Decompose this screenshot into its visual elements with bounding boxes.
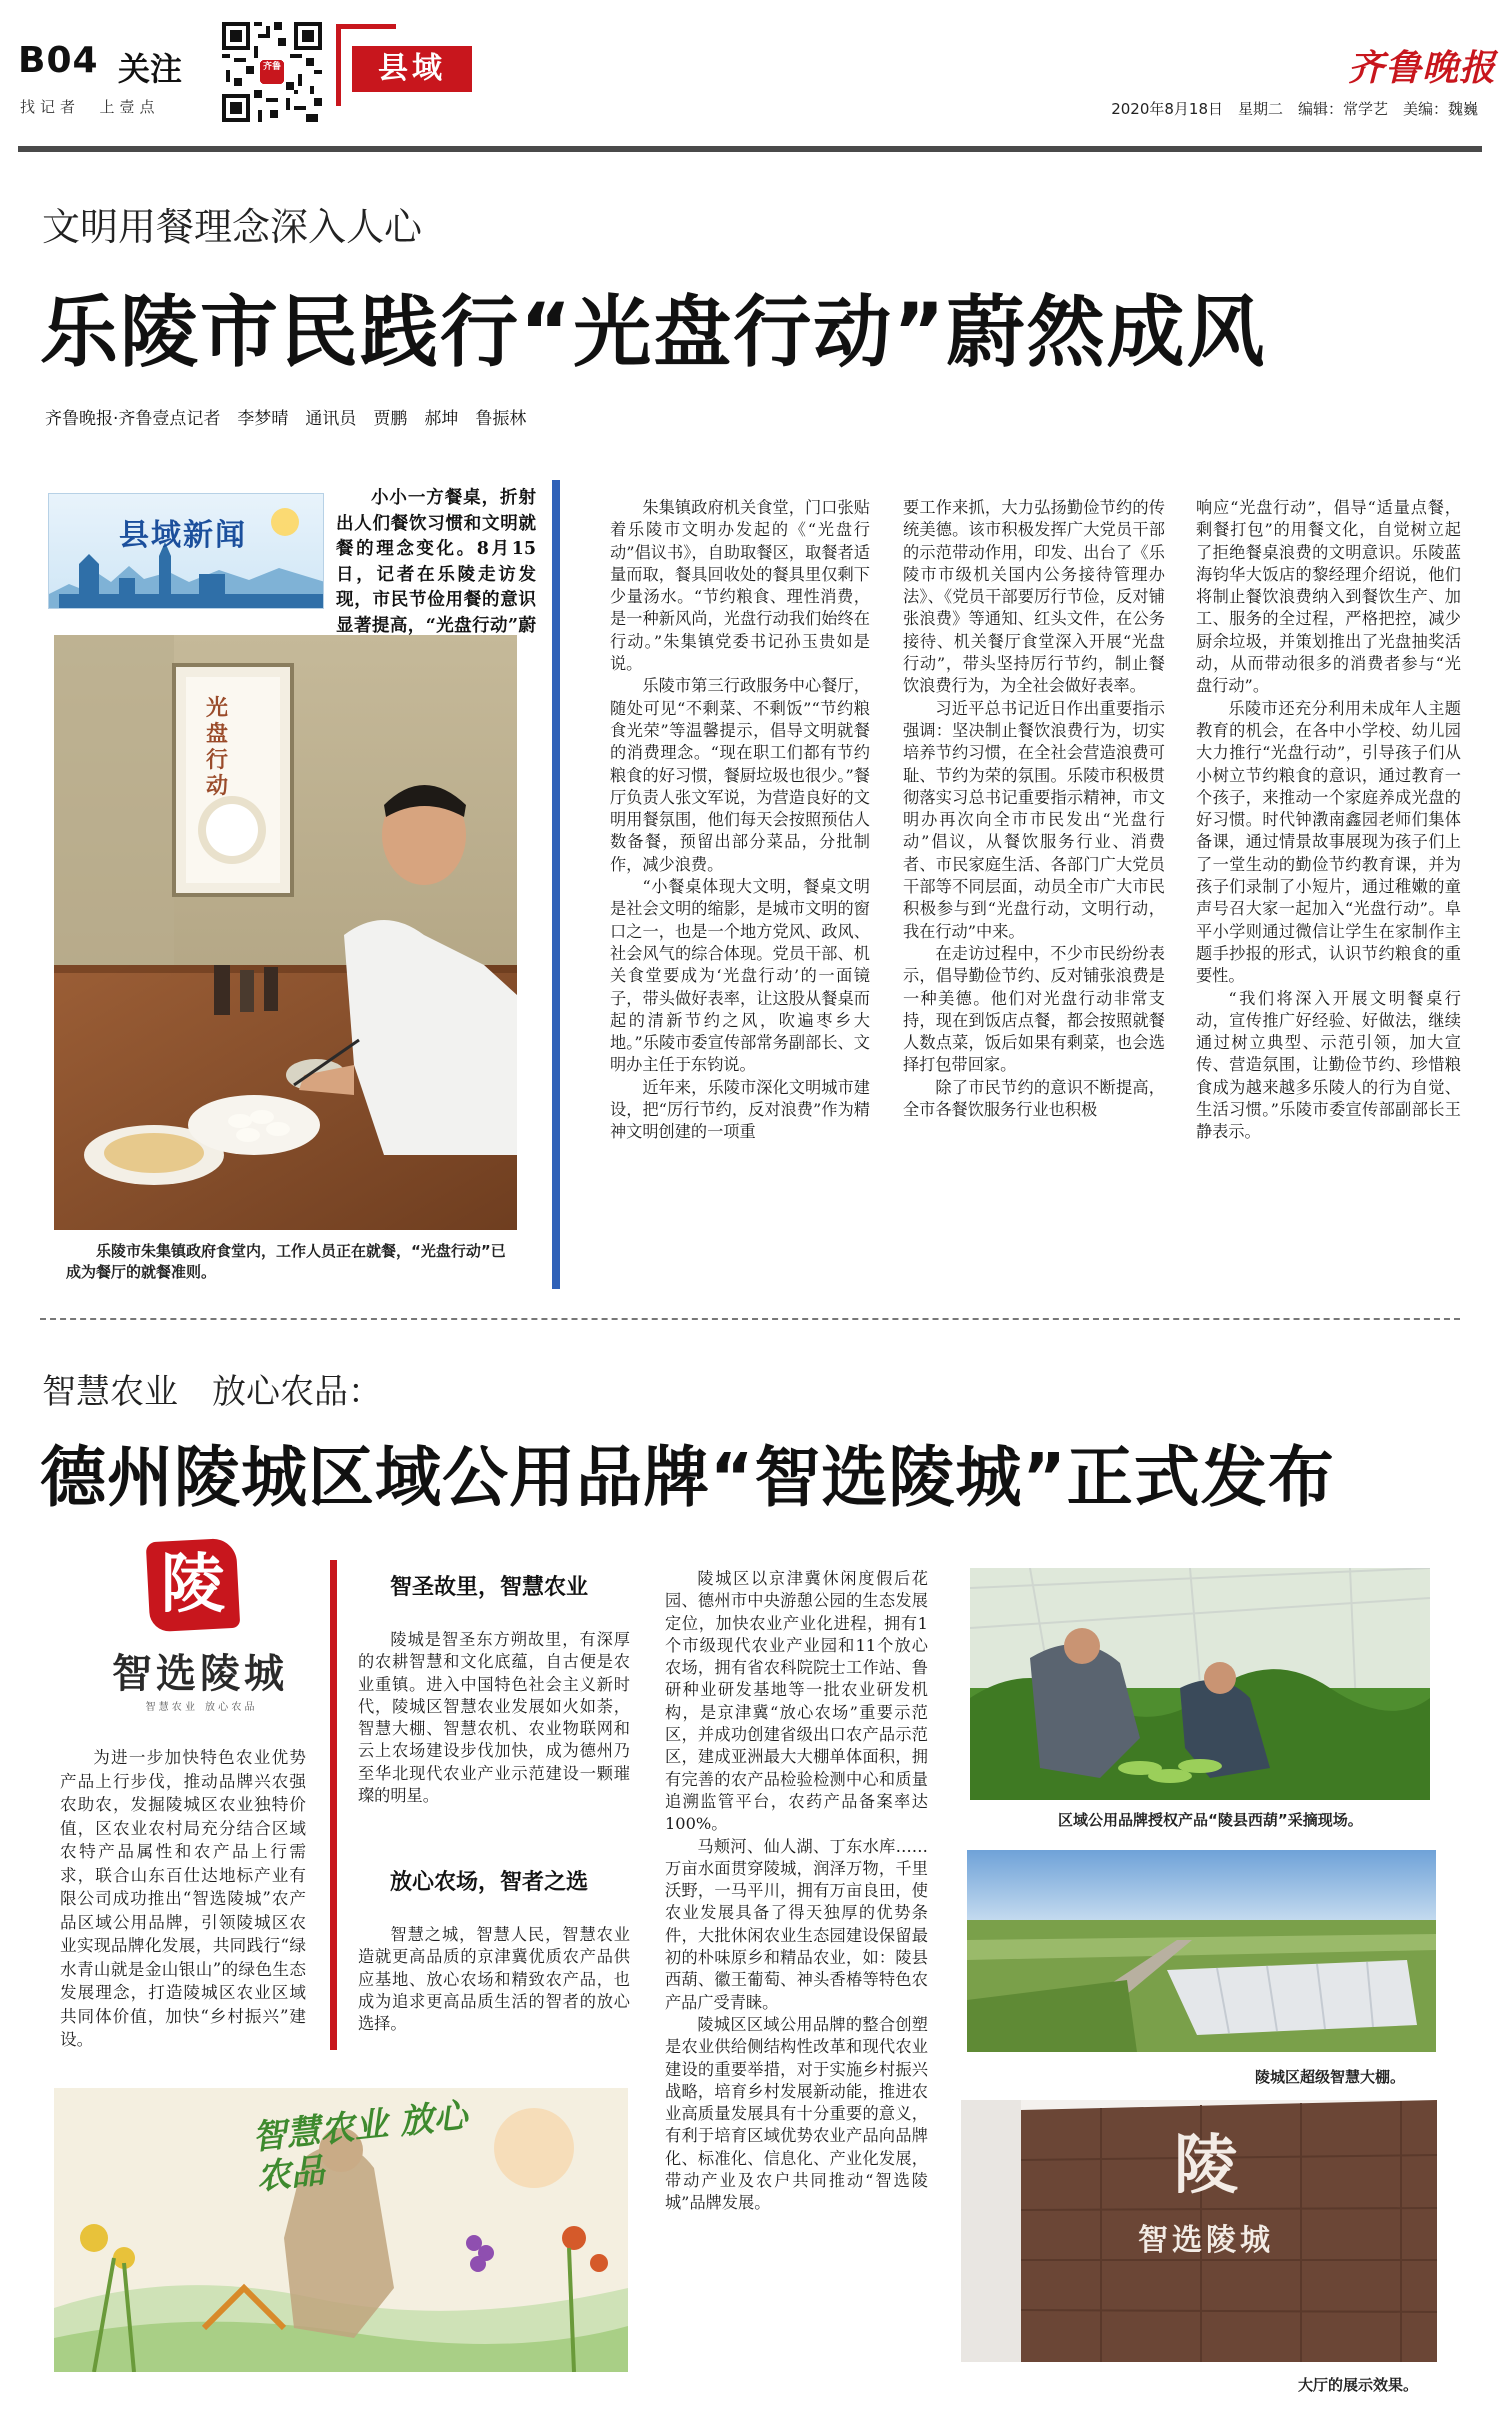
article1-lead: 小小一方餐桌，折射出人们餐饮习惯和文明就餐的理念变化。8月15日，记者在乐陵走访发现，市民节俭用餐的意识显著提高，“光盘行动”蔚 [336,488,536,636]
article1-column-3 [1196,497,1461,1144]
smart-agriculture-illustration [54,2088,628,2372]
article1-column-rule [552,480,560,1289]
county-news-badge-text: 县域新闻 [119,518,247,553]
a2-mid-p1: 陵城区以京津冀休闲度假后花园、德州市中央游憩公园的生态发展定位，加快农业产业化进程，拥有1个市级现代农业产业园和11个放心农场，拥有省农科院院士工作站、鲁研种业研发基地等一批农业研发机构，是京津冀“放心农场”重要示范区，并成功创建省级出口农产品示范区，建成亚洲最大大棚单体面积，拥有完善的农产品检验检测中心和质量追溯监管平台，农药产品备案率达100%。 [665,1569,928,1834]
harvest-photo-caption: 区域公用品牌授权产品“陵县西葫”采摘现场。 [1058,1811,1363,1829]
a1-c3-p1: 响应“光盘行动”，倡导“适量点餐，剩餐打包”的用餐文化，自觉树立起了拒绝餐桌浪费的文明意识。乐陵蓝海钧华大饭店的黎经理介绍说，他们将制止餐饮浪费纳入到餐饮生产、加工、服务的全过程，严格把控，减少厨余垃圾，并策划推出了光盘抽奖活动，从而带动很多的消费者参与“光盘行动”。 [1196,498,1461,696]
county-tag-label: 县域 [352,46,472,92]
brand-logo-name: 智选陵城 [112,1650,288,1697]
canteen-photo [54,635,517,1230]
brand-logo [80,1540,320,1720]
section-label: 关注 [118,50,183,88]
a2-mid-p3: 陵城区区域公用品牌的整合创塑是农业供给侧结构性改革和现代农业建设的重要举措，对于实施乡村振兴战略，培育乡村发展新动能，推进农业高质量发展具有十分重要的意义，有利于培育区域优势农业产品向品牌化、标准化、信息化、产业化发展，带动产业及农户共同推动“智选陵城”品牌发展。 [665,2014,928,2213]
a1-c3-p2: 乐陵市还充分利用未成年人主题教育的机会，在各中小学校、幼儿园大力推行“光盘行动”，引导孩子们从小树立节约粮食的意识，通过教育一个孩子，来推动一个家庭养成光盘的好习惯。时代钟漖南鑫园老师们集体备课，通过情景故事展现为孩子们上了一堂生动的勤俭节约教育课，并为孩子们录制了小短片，通过稚嫩的童声号召大家一起加入“光盘行动”。阜平小学则通过微信让学生在家制作主题手抄报的形式，认识节约粮食的重要性。 [1196,698,1461,986]
poster-text: 光盘行动 [206,695,229,799]
a1-c1-p1: 朱集镇政府机关食堂，门口张贴着乐陵市文明办发起的《“光盘行动”倡议书》，自助取餐区，取餐者适量而取，餐具回收处的餐具里仅剩下少量汤水。“节约粮食、理性消费，是一种新风尚，光盘行动我们始终在行动。”朱集镇党委书记孙玉贵如是说。 [610,498,870,674]
a1-c1-p3: “小餐桌体现大文明，餐桌文明是社会文明的缩影，是城市文明的窗口之一，也是一个地方党风、政风、社会风气的综合体现。党员干部、机关食堂要成为‘光盘行动’的一面镜子，带头做好表率，让这股从餐桌而起的清新节约之风，吹遍枣乡大地。”乐陵市委宣传部常务副部长、文明办主任于东钧说。 [610,877,870,1075]
canteen-photo-caption: 乐陵市朱集镇政府食堂内，工作人员正在就餐，“光盘行动”已成为餐厅的就餐准则。 [66,1242,506,1281]
article2-middle-column [665,1568,928,2215]
article1-column-1 [610,497,870,1144]
brand-logo-tagline: 智 慧 农 业 放 心 农 品 [145,1702,255,1713]
a1-c2-p3: 在走访过程中，不少市民纷纷表示，倡导勤俭节约、反对铺张浪费是一种美德。他们对光盘行动非常支持，现在到饭店点餐，都会按照就餐人数点菜，饭后如果有剩菜，也会选择打包带回家。 [903,943,1165,1075]
county-tag [336,24,486,106]
county-news-badge [48,493,324,609]
a1-c1-p2: 乐陵市第三行政服务中心餐厅，随处可见“不剩菜、不剩饭”“节约粮食光荣”等温馨提示，倡导文明就餐的消费理念。“现在职工们都有节约粮食的好习惯，餐厨垃圾也很少。”餐厅负责人张文军说，为营造良好的文明用餐氛围，他们每天会按照预估人数备餐，预留出部分菜品，分批制作，减少浪费。 [610,676,870,874]
reporter-hint: 找记者 上壹点 [20,98,160,116]
subhead-2-text: 智慧之城，智慧人民，智慧农业造就更高品质的京津冀优质农产品供应基地、放心农场和精致农产品，也成为追求更高品质生活的智者的放心选择。 [358,1925,630,2034]
page-code: B04 [18,40,99,81]
issue-info: 2020年8月18日 星期二 编辑：常学艺 美编：魏巍 [1111,100,1478,118]
article1-headline: 乐陵市民践行“光盘行动”蔚然成风 [40,288,1267,378]
qr-logo-text: 齐鲁 [262,62,281,72]
masthead-rule [18,146,1482,152]
a1-c3-p3: “我们将深入开展文明餐桌行动，宣传推广好经验、好做法，继续通过树立典型、示范引领，加大宣传、营造氛围，让勤俭节约、珍惜粮食成为越来越多乐陵人的行为自觉、生活习惯。”乐陵市委宣传部副部长王静表示。 [1196,988,1461,1142]
article1-column-2 [903,497,1165,1121]
article-separator [40,1318,1460,1320]
hall-text: 智选陵城 [1138,2223,1274,2258]
illustration-title: 智慧农业 放心农品 [250,2095,470,2198]
greenhouse-aerial-photo [967,1850,1436,2052]
article1-kicker: 文明用餐理念深入人心 [42,205,423,249]
qr-code-icon[interactable] [222,22,322,122]
hall-photo-caption: 大厅的展示效果。 [1298,2376,1419,2394]
article1-byline: 齐鲁晚报·齐鲁壹点记者 李梦晴 通讯员 贾鹏 郝坤 鲁振林 [45,409,527,429]
article2-headline: 德州陵城区域公用品牌“智选陵城”正式发布 [40,1439,1335,1516]
greenhouse-photo-caption: 陵城区超级智慧大棚。 [1255,2068,1406,2086]
article2-kicker: 智慧农业 放心农品： [42,1372,382,1412]
brand-logo-char: 陵 [161,1547,225,1622]
hall-logo-char: 陵 [1174,2128,1238,2203]
a1-c2-p1: 要工作来抓，大力弘扬勤俭节约的传统美德。该市积极发挥广大党员干部的示范带动作用，印发、出台了《乐陵市市级机关国内公务接待管理办法》、《党员干部要厉行节俭，反对铺张浪费》等通知、红头文件，在公务接待、机关餐厅食堂深入开展“光盘行动”，带头坚持厉行节约，制止餐饮浪费行为，为全社会做好表率。 [903,498,1165,696]
subhead-2: 放心农场，智者之选 [390,1869,589,1895]
article2-red-rule [330,1560,337,2050]
harvest-photo [970,1568,1430,1800]
a1-c2-p4: 除了市民节约的意识不断提高，全市各餐饮服务行业也积极 [903,1077,1165,1120]
a1-c1-p4: 近年来，乐陵市深化文明城市建设，把“厉行节约，反对浪费”作为精神文明创建的一项重 [610,1077,870,1142]
article2-intro: 为进一步加快特色农业优势产品上行步伐，推动品牌兴农强农助农，发掘陵城区农业独特价值，区农业农村局充分结合区域农特产品属性和农产品上行需求，联合山东百仕达地标产业有限公司成功推出“智选陵城”农产品区域公用品牌，引领陵城区农业实现品牌化发展，共同践行“绿水青山就是金山银山”的绿色生态发展理念，打造陵城区农业区域共同体价值，加快“乡村振兴”建设。 [60,1748,306,2049]
hall-display-photo [961,2100,1437,2362]
subhead-1-text: 陵城是智圣东方朔故里，有深厚的农耕智慧和文化底蕴，自古便是农业重镇。进入中国特色社会主义新时代，陵城区智慧农业发展如火如荼，智慧大棚、智慧农机、农业物联网和云上农场建设步伐加快，成为德州乃至华北现代农业产业示范建设一颗璀璨的明星。 [358,1630,630,1806]
subhead-1: 智圣故里，智慧农业 [390,1574,589,1600]
a2-mid-p2: 马颊河、仙人湖、丁东水库……万亩水面贯穿陵城，润泽万物，千里沃野，一马平川，拥有万亩良田，使农业发展具备了得天独厚的优势条件，大批休闲农业生态园建设保留最初的朴味原乡和精品农业，如：陵县西葫、徽王葡萄、神头香椿等特色农产品广受青睐。 [665,1836,928,2012]
newspaper-logo: 齐鲁晚报 [1348,47,1497,89]
a1-c2-p2: 习近平总书记近日作出重要指示强调：坚决制止餐饮浪费行为，切实培养节约习惯，在全社会营造浪费可耻、节约为荣的氛围。乐陵市积极贯彻落实习总书记重要指示精神，市文明办再次向全市市民发出“光盘行动”倡议，从餐饮服务行业、消费者、市民家庭生活、各部门广大党员干部等不同层面，动员全市广大市民积极参与到“光盘行动，文明行动，我在行动”中来。 [903,698,1165,941]
